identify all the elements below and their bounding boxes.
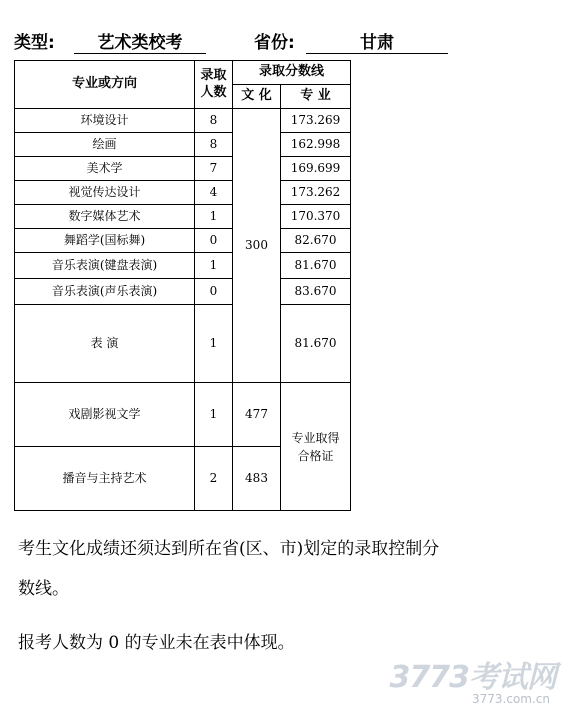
table-row bbox=[15, 157, 351, 181]
table-row bbox=[15, 133, 351, 157]
note-line-2: 数线。 bbox=[18, 579, 69, 599]
cell-major: 视觉传达设计 bbox=[15, 181, 195, 205]
cell-count: 0 bbox=[195, 229, 233, 253]
province-value: 甘肃 bbox=[306, 28, 448, 54]
cell-count: 8 bbox=[195, 109, 233, 133]
cell-count: 2 bbox=[195, 447, 233, 511]
table-row bbox=[15, 383, 351, 447]
cell-count: 8 bbox=[195, 133, 233, 157]
watermark-logo bbox=[390, 652, 556, 706]
col-header-culture: 文 化 bbox=[233, 85, 281, 109]
cell-professional-shared bbox=[281, 383, 351, 511]
cell-major: 音乐表演(键盘表演) bbox=[15, 253, 195, 279]
cell-major: 美术学 bbox=[15, 157, 195, 181]
table-row bbox=[15, 253, 351, 279]
professional-shared-text: 专业取得合格证 bbox=[291, 430, 340, 463]
cell-major: 戏剧影视文学 bbox=[15, 383, 195, 447]
watermark-main-text: 3773考试网 bbox=[389, 660, 556, 695]
cell-professional: 173.269 bbox=[281, 109, 351, 133]
cell-culture: 483 bbox=[233, 447, 281, 511]
cell-major: 舞蹈学(国标舞) bbox=[15, 229, 195, 253]
col-header-count-text: 录取人数 bbox=[200, 68, 227, 100]
cell-professional: 83.670 bbox=[281, 279, 351, 305]
note-line-3: 报考人数为 0 的专业未在表中体现。 bbox=[18, 633, 295, 653]
table-row bbox=[15, 229, 351, 253]
cell-major: 播音与主持艺术 bbox=[15, 447, 195, 511]
cell-culture-shared: 300 bbox=[233, 109, 281, 383]
cell-professional: 162.998 bbox=[281, 133, 351, 157]
cell-professional: 81.670 bbox=[281, 253, 351, 279]
note-line-1: 考生文化成绩还须达到所在省(区、市)划定的录取控制分 bbox=[18, 539, 440, 559]
cell-count: 4 bbox=[195, 181, 233, 205]
cell-major: 环境设计 bbox=[15, 109, 195, 133]
type-value: 艺术类校考 bbox=[74, 28, 206, 54]
cell-professional: 173.262 bbox=[281, 181, 351, 205]
cell-count: 1 bbox=[195, 305, 233, 383]
cell-count: 1 bbox=[195, 253, 233, 279]
table-row bbox=[15, 181, 351, 205]
cell-professional: 81.670 bbox=[281, 305, 351, 383]
col-header-score-group: 录取分数线 bbox=[233, 61, 351, 85]
admission-score-table bbox=[14, 60, 351, 511]
col-header-major: 专业或方向 bbox=[15, 61, 195, 109]
cell-major: 表 演 bbox=[15, 305, 195, 383]
col-header-professional: 专 业 bbox=[281, 85, 351, 109]
header-line bbox=[14, 28, 568, 54]
table-row bbox=[15, 109, 351, 133]
type-label: 类型: bbox=[14, 33, 55, 53]
cell-major: 数字媒体艺术 bbox=[15, 205, 195, 229]
table-row bbox=[15, 279, 351, 305]
cell-major: 绘画 bbox=[15, 133, 195, 157]
cell-culture: 477 bbox=[233, 383, 281, 447]
cell-professional: 170.370 bbox=[281, 205, 351, 229]
table-row bbox=[15, 305, 351, 383]
col-header-count bbox=[195, 61, 233, 109]
table-row bbox=[15, 205, 351, 229]
cell-count: 0 bbox=[195, 279, 233, 305]
province-label: 省份: bbox=[254, 33, 295, 53]
cell-count: 1 bbox=[195, 205, 233, 229]
cell-count: 7 bbox=[195, 157, 233, 181]
cell-count: 1 bbox=[195, 383, 233, 447]
cell-major: 音乐表演(声乐表演) bbox=[15, 279, 195, 305]
cell-professional: 82.670 bbox=[281, 229, 351, 253]
watermark-sub-text: 3773.com.cn bbox=[472, 692, 550, 706]
cell-professional: 169.699 bbox=[281, 157, 351, 181]
